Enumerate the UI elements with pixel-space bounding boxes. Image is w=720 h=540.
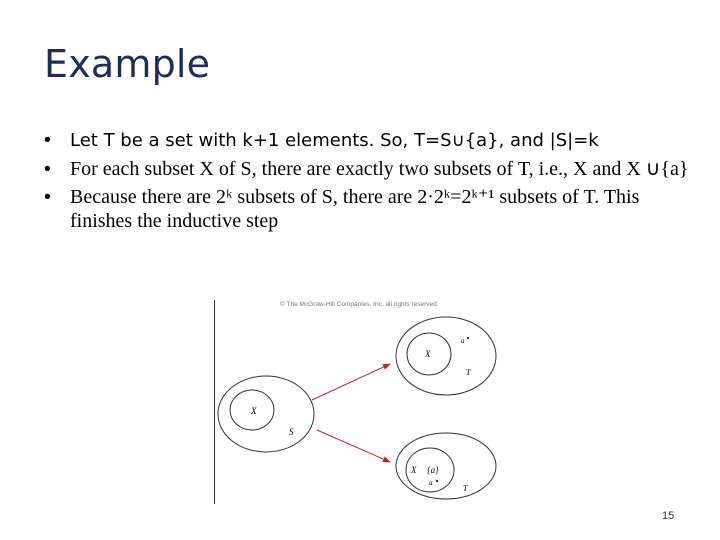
subset-diagram	[214, 296, 510, 504]
bottom-x-label: X	[411, 465, 417, 475]
bottom-a-point	[436, 480, 438, 482]
bullet-symbol: •	[44, 129, 51, 151]
bullet-text-1: Let T be a set with k+1 elements. So, T=S∪{a}, and |S|=k	[70, 130, 599, 151]
top-x-label: X	[425, 349, 431, 359]
bullet-text-3: Because there are 2ᵏ subsets of S, there are 2·2ᵏ=2ᵏ⁺¹ subsets of T. This finishes the inductive step	[70, 186, 640, 232]
bullet-symbol: •	[44, 158, 51, 180]
left-x-label: X	[251, 406, 257, 416]
bullet-text-2: For each subset X of S, there are exactly two subsets of T, i.e., X and X ∪{a}	[70, 158, 689, 180]
bottom-t-label: T	[463, 484, 468, 493]
bullet-list	[44, 128, 694, 237]
bottom-union-label: {a}	[427, 465, 439, 475]
set-s-ellipse	[218, 376, 314, 452]
top-a-label: a	[461, 337, 465, 345]
bullet-item-2	[44, 157, 694, 181]
bottom-a-label: a	[429, 479, 433, 487]
slide-title: Example	[44, 42, 211, 86]
bullet-item-3	[44, 185, 694, 233]
figure-border	[214, 300, 215, 504]
figure-copyright: © The McGraw-Hill Companies, Inc. all rights reserved.	[280, 301, 439, 308]
arrow-to-top	[312, 364, 390, 400]
bullet-item-1	[44, 128, 694, 153]
page-number: 15	[662, 510, 675, 522]
top-set-t-ellipse	[396, 317, 496, 395]
arrow-to-bottom	[317, 430, 390, 462]
top-a-point	[467, 337, 469, 339]
bullet-symbol: •	[44, 186, 51, 208]
left-s-label: S	[289, 427, 294, 437]
top-t-label: T	[466, 368, 471, 377]
subset-diagram-svg	[214, 296, 510, 504]
